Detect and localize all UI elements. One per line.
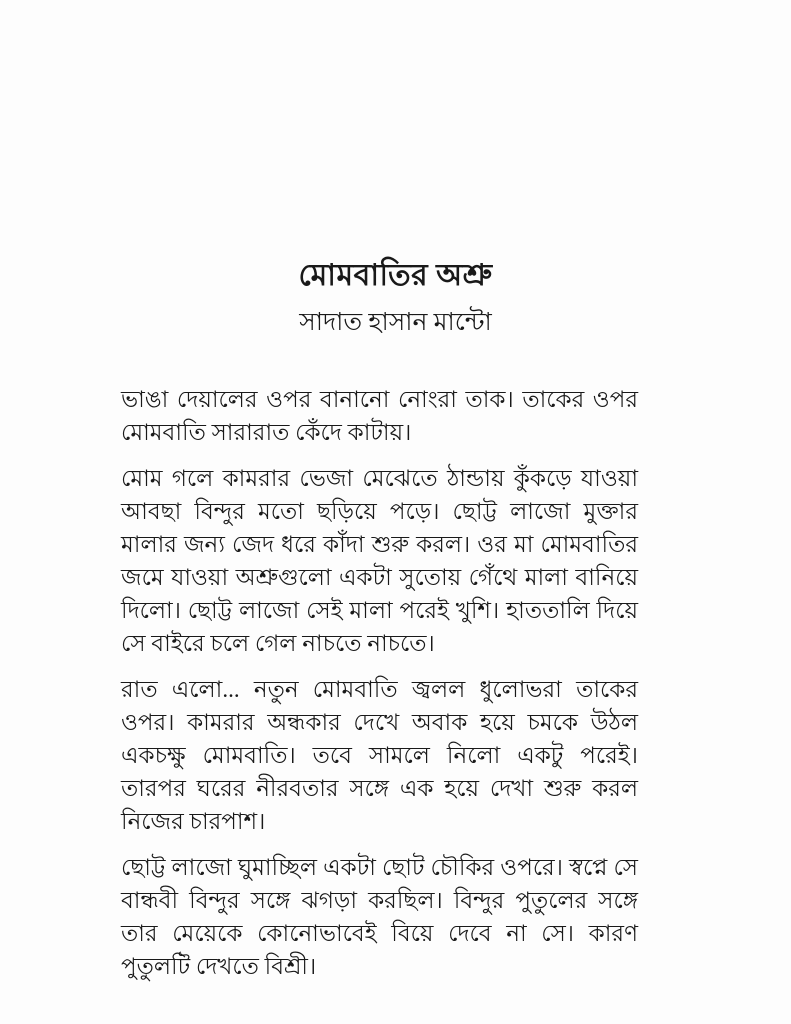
story-paragraph-3: রাত এলো... নতুন মোমবাতি জ্বলল ধুলোভরা তাকের ওপর। কামরার অন্ধকার দেখে অবাক হয়ে চমকে উঠল একচক্ষু মোমবাতি। তবে সামলে নিলো একটু পরেই। তারপর ঘরের নীরবতার সঙ্গে এক হয়ে দেখা শুরু করল নিজের চারপাশ। bbox=[121, 677, 638, 834]
story-body bbox=[121, 383, 638, 983]
story-paragraph-4: ছোট্ট লাজো ঘুমাচ্ছিল একটা ছোট চৌকির ওপরে। স্বপ্নে সে বান্ধবী বিন্দুর সঙ্গে ঝগড়া করছিল। বিন্দুর পুতুলের সঙ্গে তার মেয়েকে কোনোভাবেই বিয়ে দেবে না সে। কারণ পুতুলটি দেখতে বিশ্রী। bbox=[121, 855, 638, 979]
story-title: মোমবাতির অশ্রু bbox=[298, 259, 493, 292]
story-author: সাদাত হাসান মান্টো bbox=[299, 309, 492, 336]
story-paragraph-1: ভাঙা দেয়ালের ওপর বানানো নোংরা তাক। তাকের ওপর মোমবাতি সারারাত কেঁদে কাটায়। bbox=[121, 387, 638, 445]
title-block bbox=[0, 258, 791, 338]
story-paragraph-2: মোম গলে কামরার ভেজা মেঝেতে ঠান্ডায় কুঁকড়ে যাওয়া আবছা বিন্দুর মতো ছড়িয়ে পড়ে। ছোট্ট লাজো মুক্তার মালার জন্য জেদ ধরে কাঁদা শুরু করল। ওর মা মোমবাতির জমে যাওয়া অশ্রুগুলো একটা সুতোয় গেঁথে মালা বানিয়ে দিলো। ছোট্ট লাজো সেই মালা পরেই খুশি। হাততালি দিয়ে সে বাইরে চলে গেল নাচতে নাচতে। bbox=[121, 466, 638, 656]
